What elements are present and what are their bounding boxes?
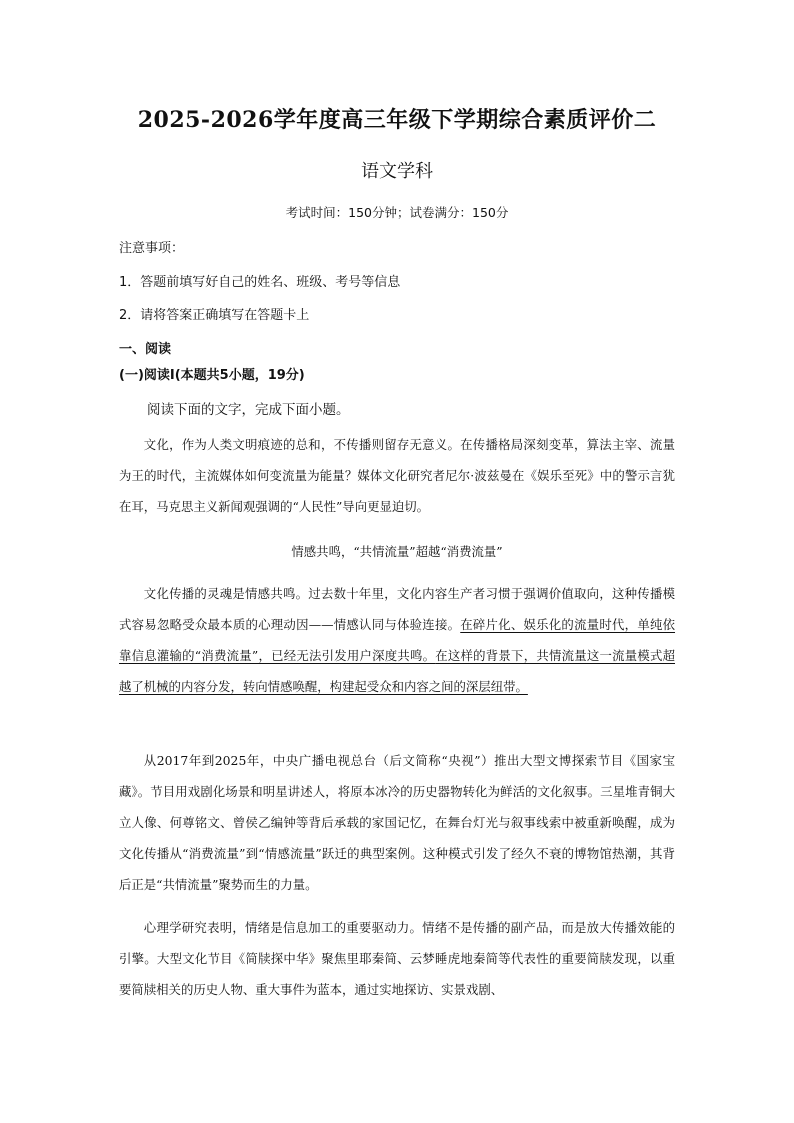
underlined-sentence-2: 在这样的背景下，共情流量这一流量模式超越了机械的内容分发，转向情感唤醒，构建起受众和内容之间的深层纽带。 [119,648,676,694]
subject-title: 语文学科 [361,161,433,182]
article-paragraph-1: 文化，作为人类文明痕迹的总和，不传播则留存无意义。在传播格局深刻变革，算法主宰、流量为王的时代，主流媒体如何变流量为能量？媒体文化研究者尼尔·波兹曼在《娱乐至死》中的警示言犹在耳，马克思主义新闻观强调的“人民性”导向更显迫切。 [119,437,675,514]
notes-heading: 注意事项： [119,241,185,256]
article-paragraph-2 [119,578,675,702]
article-paragraph-3: 从2017年到2025年，中央广播电视总台（后文简称“央视”）推出大型文博探索节目《国家宝藏》。节目用戏剧化场景和明星讲述人，将原本冰冷的历史器物转化为鲜活的文化叙事。三星堆青铜大立人像、何尊铭文、曾侯乙编钟等背后承载的家国记忆，在舞台灯光与叙事线索中被重新唤醒，成为文化传播从“消费流量”到“情感流量”跃迁的典型案例。这种模式引发了经久不衰的博物馆热潮，其背后正是“共情流量”聚势而生的力量。 [119,753,675,892]
exam-title: 2025-2026学年度高三年级下学期综合素质评价二 [137,107,657,133]
underlined-sentence-1: 在碎片化、娱乐化的流量时代，单纯依靠信息灌输的“消费流量”，已经无法引发用户深度共鸣。 [119,617,676,663]
subsection-heading: (一)阅读Ⅰ(本题共5小题，19分) [119,368,305,383]
section-heading: 一、阅读 [119,342,172,357]
note-item-1: 1．答题前填写好自己的姓名、班级、考号等信息 [119,275,401,290]
article-paragraph-4: 心理学研究表明，情绪是信息加工的重要驱动力。情绪不是传播的副产品，而是放大传播效能的引擎。大型文化节目《简牍探中华》聚焦里耶秦简、云梦睡虎地秦简等代表性的重要简牍发现，以重要简牍相关的历史人物、重大事件为蓝本，通过实地探访、实景戏剧、 [119,920,675,997]
paragraph-2-text: 文化传播的灵魂是情感共鸣。过去数十年里，文化内容生产者习惯于强调价值取向，这种传播模式容易忽略受众最本质的心理动因——情感认同与体验连接。 [119,586,675,632]
note-item-2: 2．请将答案正确填写在答题卡上 [119,308,310,323]
article-heading: 情感共鸣，“共情流量”超越“消费流量” [291,544,503,559]
exam-info: 考试时间：150分钟；试卷满分：150分 [285,205,509,220]
reading-instruction: 阅读下面的文字，完成下面小题。 [147,402,350,418]
